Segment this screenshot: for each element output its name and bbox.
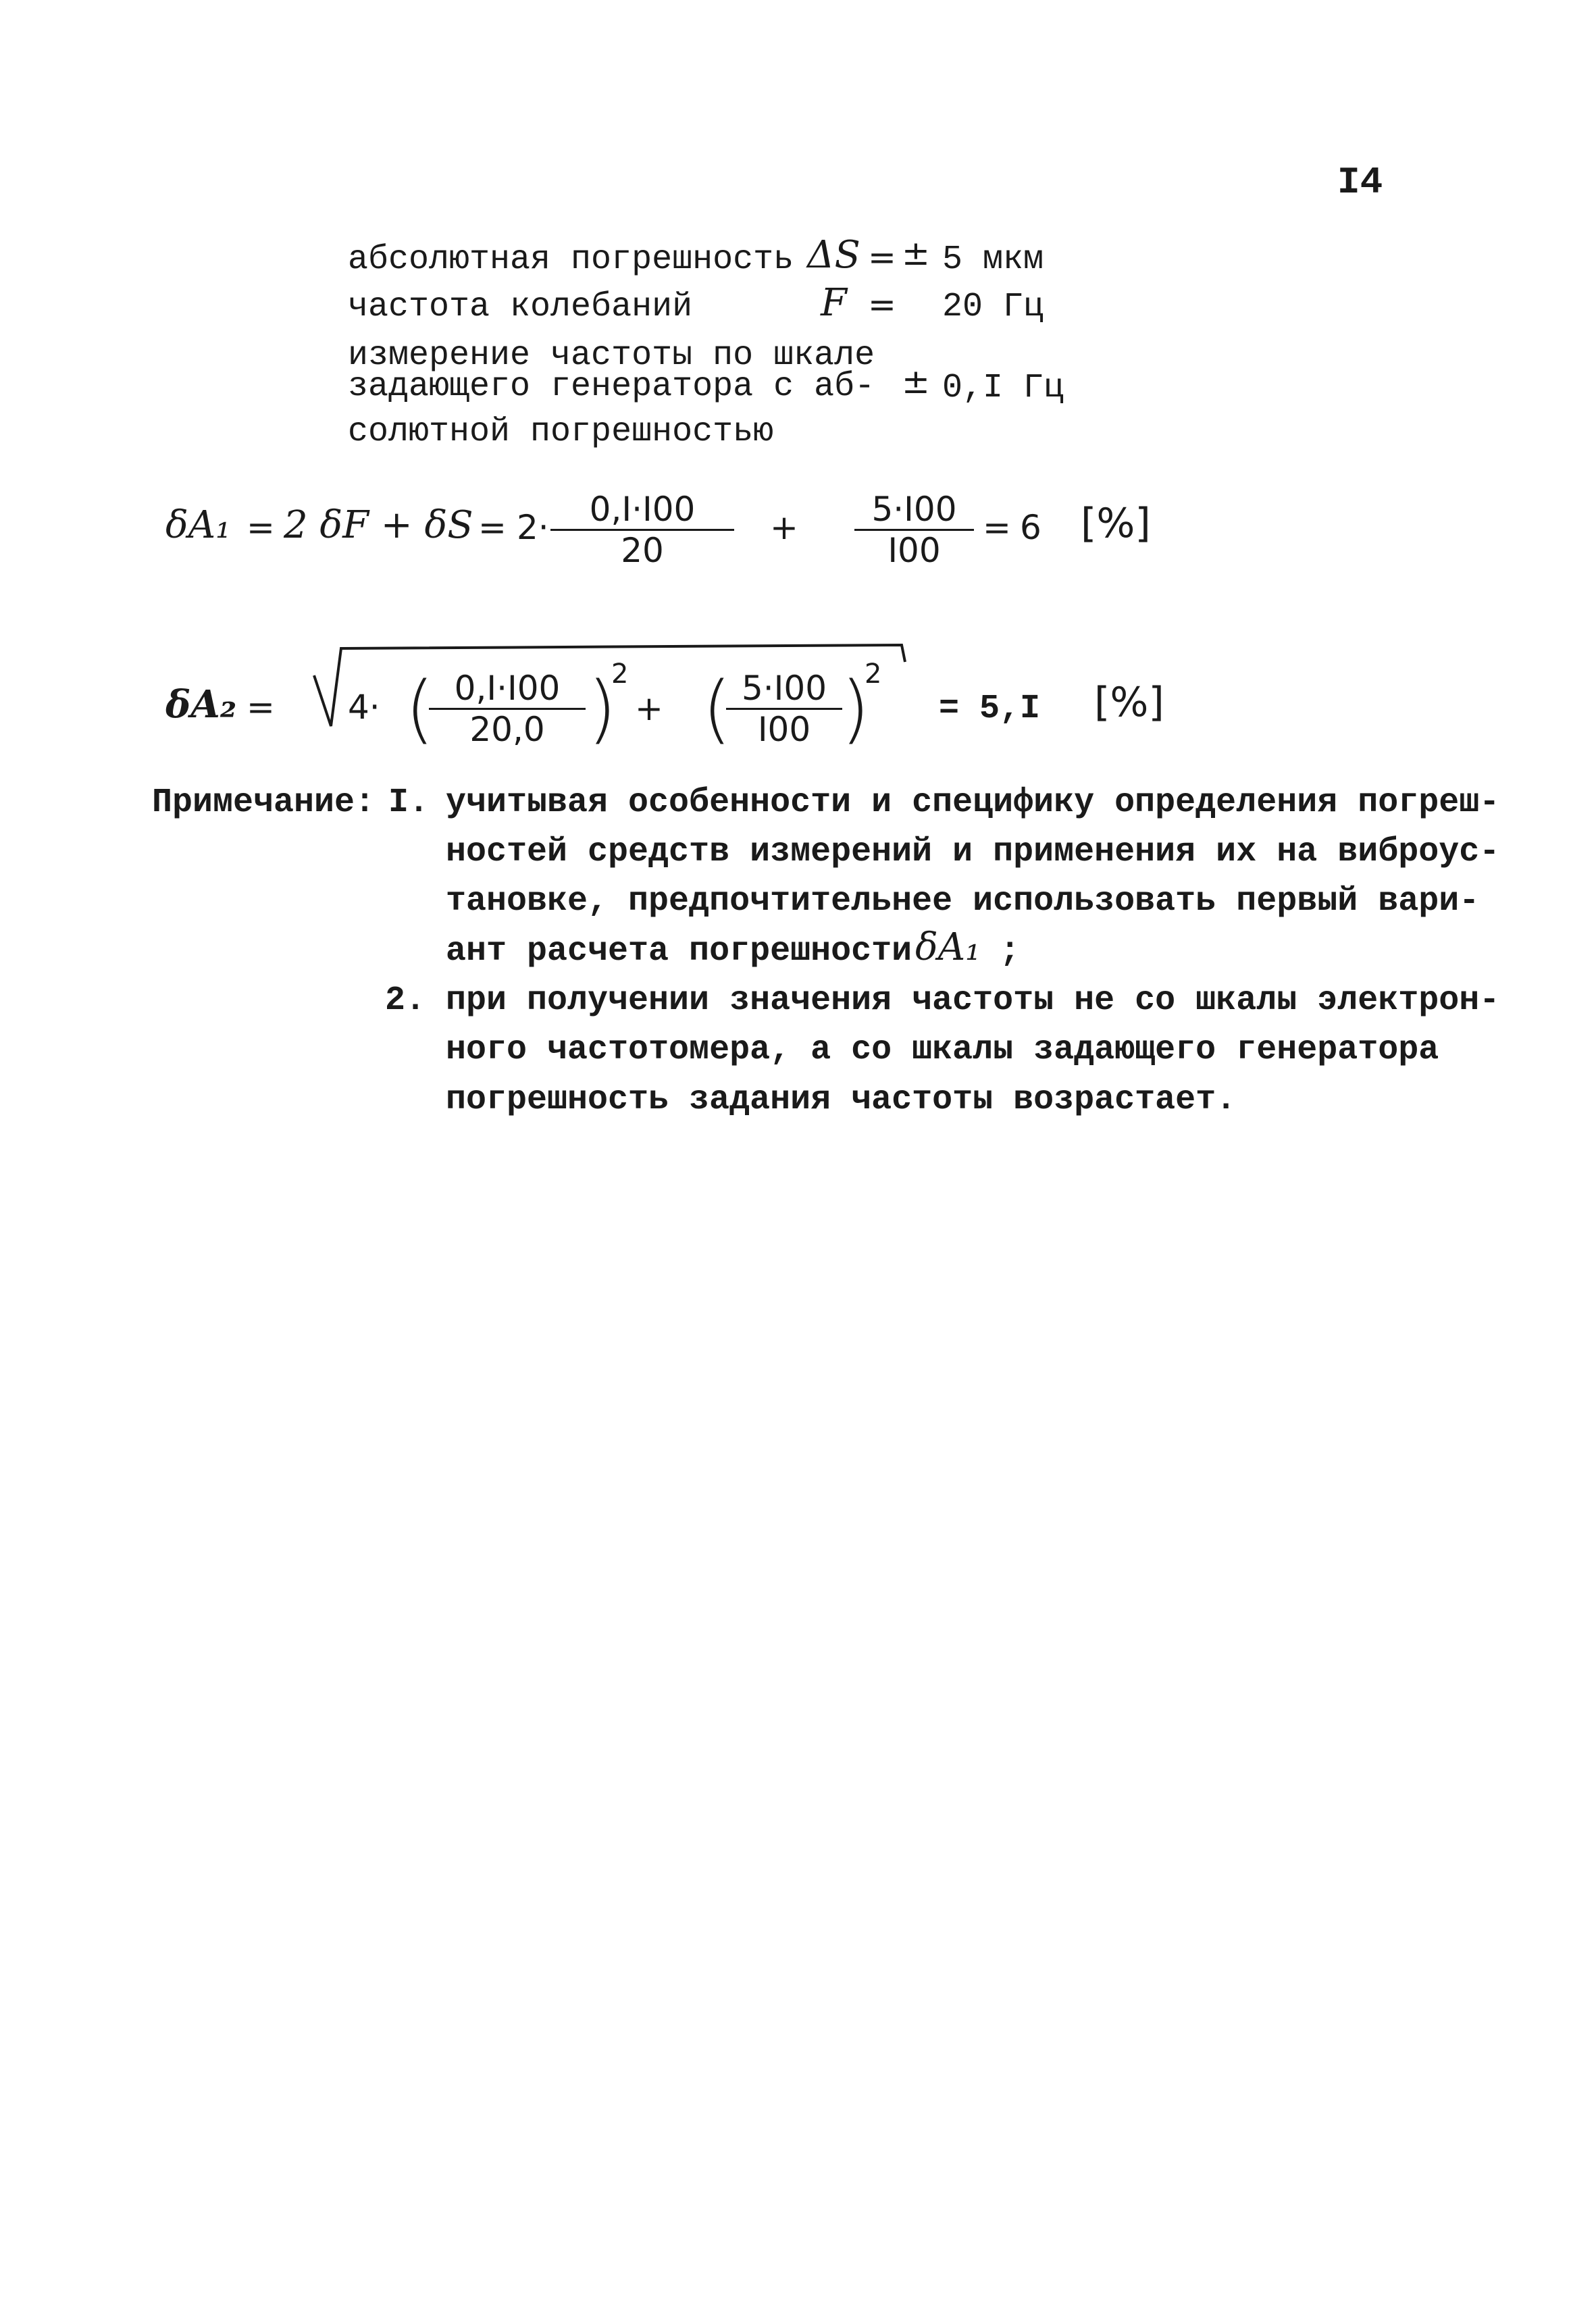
formula1-eq3: = xyxy=(983,508,1011,547)
formula1-frac2-denominator: I00 xyxy=(887,531,941,570)
param-label-line3: солютной погрешностью xyxy=(348,413,774,451)
note-item1-end: ; xyxy=(1000,932,1021,971)
formula2-exp2: 2 xyxy=(865,659,882,690)
formula1-fraction1 xyxy=(550,490,734,570)
param-value-abs-error: 5 мкм xyxy=(942,240,1044,279)
note-item1-number: I. xyxy=(388,783,430,822)
formula2-unit: [%] xyxy=(1094,679,1164,726)
formula2-coef: 4· xyxy=(348,688,380,727)
formula1-fraction2 xyxy=(854,490,974,570)
note-item2-line2: ного частотомера, а со шкалы задающего генератора xyxy=(446,1031,1439,1069)
formula1-eq1: = xyxy=(247,508,275,547)
formula2-eq2: = xyxy=(939,690,960,728)
note-item1-line1: учитывая особенности и специфику определения погреш- xyxy=(446,783,1500,822)
note-item1-line4: ант расчета погрешности xyxy=(446,932,912,971)
note-item1-line3: тановке, предпочтительнее использовать первый вари- xyxy=(446,882,1480,921)
formula2-exp1: 2 xyxy=(611,659,629,690)
formula2-lhs: δA₂ xyxy=(165,682,237,727)
param-value-generator-error: 0,I Гц xyxy=(942,369,1064,407)
formula1-plus: + xyxy=(770,508,798,547)
note-item1-line2: ностей средств измерений и применения их на виброус- xyxy=(446,833,1500,871)
param-symbol-f: F xyxy=(821,281,847,325)
param-pm-2: ± xyxy=(902,362,930,401)
formula2-frac2-numerator: 5·I00 xyxy=(726,669,842,710)
param-value-frequency: 20 Гц xyxy=(942,288,1044,326)
formula2-frac2-denominator: I00 xyxy=(757,710,811,749)
param-label-line1: измерение частоты по шкале xyxy=(348,336,875,375)
note-item1-symbol: δA₁ xyxy=(915,925,981,969)
formula2-paren1-close: ) xyxy=(588,665,617,752)
note-item2-number: 2. xyxy=(385,981,426,1020)
note-item2-line1: при получении значения частоты не со шкалы электрон- xyxy=(446,981,1500,1020)
formula1-coef: 2· xyxy=(517,508,549,547)
param-eq-2: = xyxy=(868,285,896,324)
formula2-paren2-close: ) xyxy=(841,665,870,752)
formula2-frac1-numerator: 0,I·I00 xyxy=(429,669,586,710)
formula2-plus: + xyxy=(635,689,663,728)
formula1-frac1-denominator: 20 xyxy=(621,531,664,570)
note-item2-line3: погрешность задания частоты возрастает. xyxy=(446,1081,1237,1119)
param-label-abs-error: абсолютная погрешность xyxy=(348,240,794,279)
param-label-line2: задающего генератора с аб- xyxy=(348,367,875,406)
formula1-eq2: = xyxy=(478,508,507,547)
formula2-eq1: = xyxy=(247,688,275,727)
formula1-result: 6 xyxy=(1020,508,1041,547)
formula1-lhs: δA₁ xyxy=(165,503,231,547)
formula2-paren2-open: ( xyxy=(702,665,731,752)
formula1-frac1-numerator: 0,I·I00 xyxy=(550,490,734,531)
formula2-fraction2 xyxy=(726,669,842,749)
formula1-unit: [%] xyxy=(1081,500,1151,547)
formula2-fraction1 xyxy=(429,669,586,749)
formula1-expr: 2 δF + δS xyxy=(284,503,473,547)
param-symbol-delta-s: ΔS xyxy=(807,233,860,277)
page-number: I4 xyxy=(1337,161,1383,204)
param-label-frequency: частота колебаний xyxy=(348,288,693,326)
formula1-frac2-numerator: 5·I00 xyxy=(854,490,974,531)
param-pm: ± xyxy=(902,234,930,273)
param-eq: = xyxy=(868,238,896,277)
note-label: Примечание: xyxy=(152,783,376,822)
formula2-frac1-denominator: 20,0 xyxy=(469,710,545,749)
formula2-result: 5,I xyxy=(979,690,1041,728)
formula2-paren1-open: ( xyxy=(405,665,434,752)
